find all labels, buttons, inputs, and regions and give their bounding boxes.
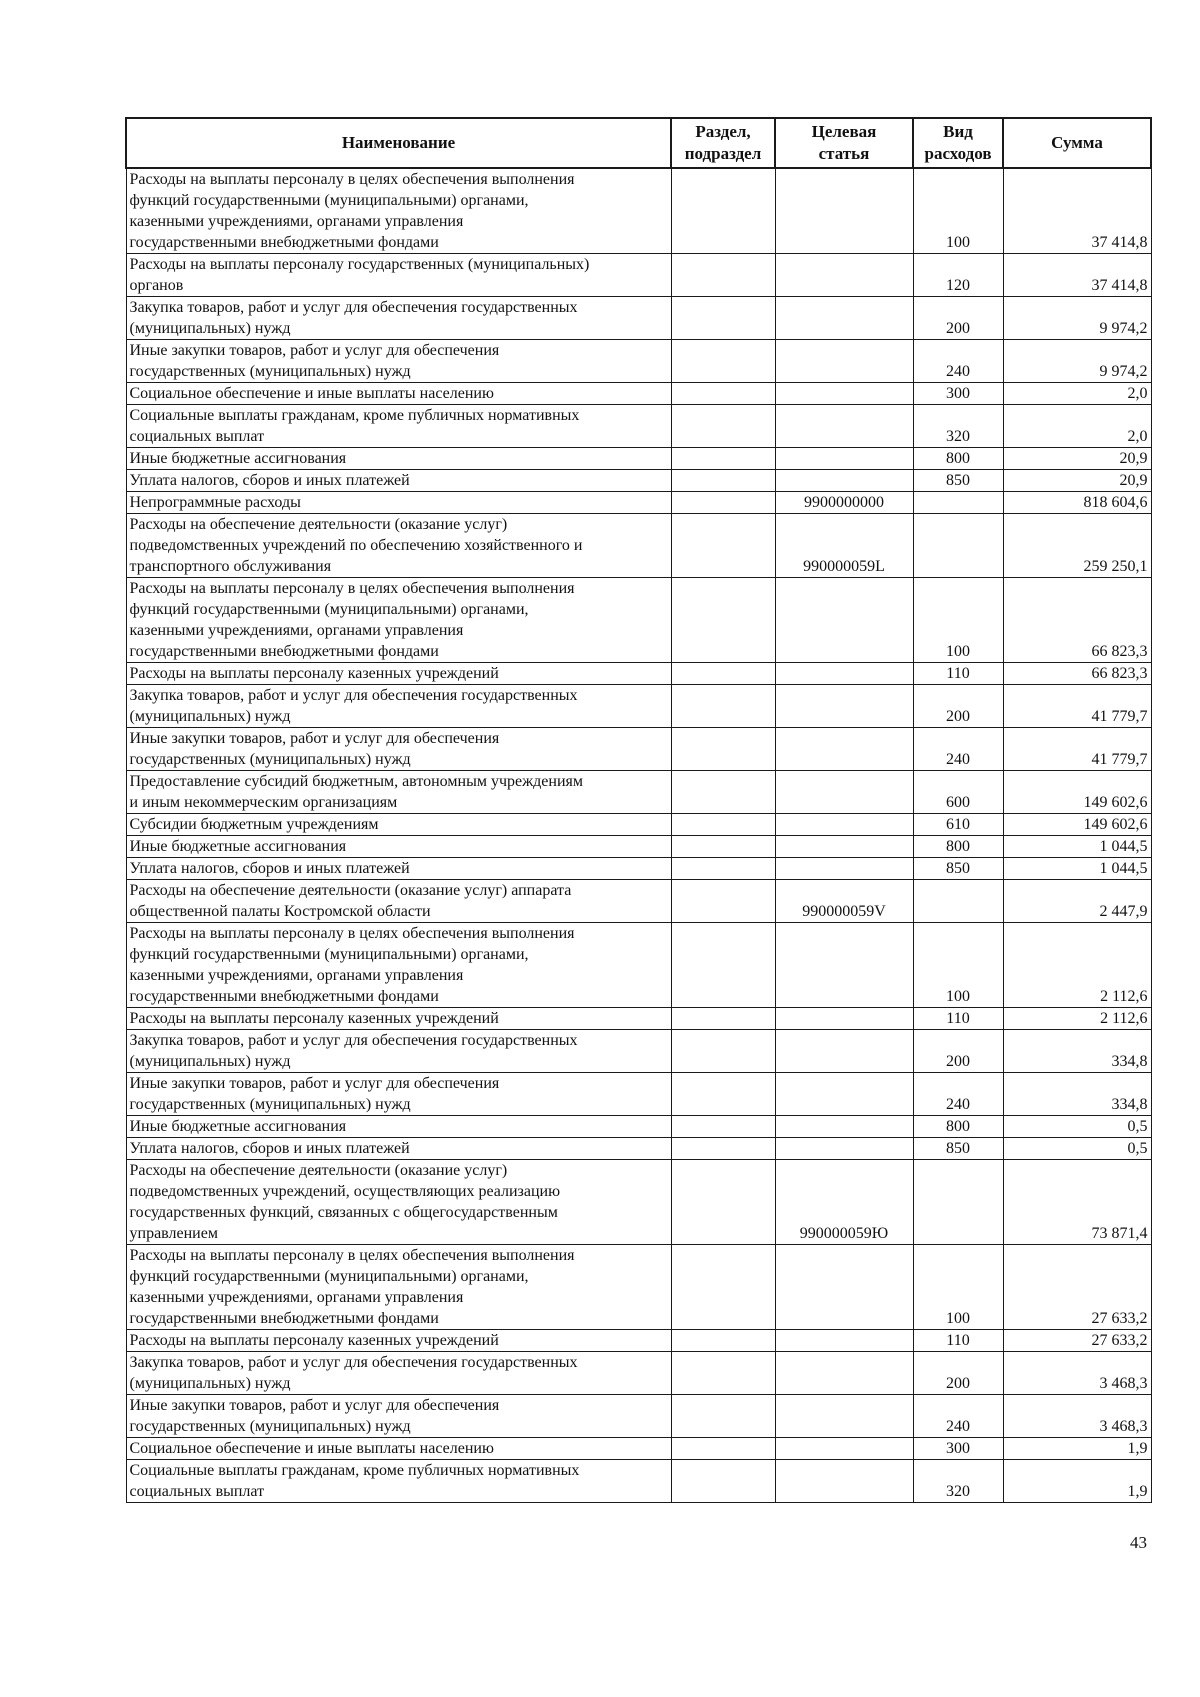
cell-section: [671, 1008, 775, 1030]
cell-sum: 37 414,8: [1003, 254, 1151, 297]
cell-name: Иные бюджетные ассигнования: [126, 448, 671, 470]
cell-section: [671, 1073, 775, 1116]
cell-name: Уплата налогов, сборов и иных платежей: [126, 1138, 671, 1160]
cell-section: [671, 448, 775, 470]
cell-sum: 66 823,3: [1003, 578, 1151, 663]
table-row: [126, 858, 1151, 880]
cell-sum: 66 823,3: [1003, 663, 1151, 685]
cell-sum: 3 468,3: [1003, 1395, 1151, 1438]
cell-name: Закупка товаров, работ и услуг для обеспечения государственных (муниципальных) нужд: [126, 297, 671, 340]
table-row: [126, 514, 1151, 578]
cell-kind: 800: [913, 836, 1003, 858]
cell-sum: 27 633,2: [1003, 1330, 1151, 1352]
cell-article: [775, 1116, 913, 1138]
cell-sum: 1,9: [1003, 1460, 1151, 1503]
budget-table: [125, 117, 1152, 1503]
cell-section: [671, 470, 775, 492]
cell-name: Расходы на обеспечение деятельности (оказание услуг) подведомственных учреждений по обеспечению хозяйственного и транспортного обслуживания: [126, 514, 671, 578]
header-sum: Сумма: [1003, 118, 1151, 168]
cell-sum: 2 112,6: [1003, 1008, 1151, 1030]
cell-sum: 0,5: [1003, 1138, 1151, 1160]
cell-name: Расходы на выплаты персоналу в целях обеспечения выполнения функций государственными (муниципальными) органами, казенными учреждениями, органами управления государственными внебюджетными фондами: [126, 1245, 671, 1330]
cell-article: 990000059Ю: [775, 1160, 913, 1245]
cell-article: [775, 578, 913, 663]
table-row: [126, 1073, 1151, 1116]
cell-section: [671, 405, 775, 448]
cell-name: Расходы на выплаты персоналу казенных учреждений: [126, 663, 671, 685]
table-row: [126, 1160, 1151, 1245]
cell-name: Иные закупки товаров, работ и услуг для обеспечения государственных (муниципальных) нужд: [126, 340, 671, 383]
cell-section: [671, 297, 775, 340]
cell-article: [775, 771, 913, 814]
cell-kind: 100: [913, 578, 1003, 663]
cell-section: [671, 254, 775, 297]
cell-kind: 320: [913, 1460, 1003, 1503]
table-row: [126, 880, 1151, 923]
cell-kind: 320: [913, 405, 1003, 448]
cell-article: [775, 858, 913, 880]
cell-section: [671, 340, 775, 383]
cell-name: Непрограммные расходы: [126, 492, 671, 514]
table-row: [126, 448, 1151, 470]
cell-article: [775, 1030, 913, 1073]
cell-article: [775, 405, 913, 448]
cell-article: 990000059L: [775, 514, 913, 578]
cell-kind: 240: [913, 1395, 1003, 1438]
table-row: [126, 340, 1151, 383]
table-row: [126, 254, 1151, 297]
cell-section: [671, 492, 775, 514]
table-row: [126, 685, 1151, 728]
cell-section: [671, 836, 775, 858]
cell-sum: 9 974,2: [1003, 340, 1151, 383]
table-row: [126, 814, 1151, 836]
cell-section: [671, 1330, 775, 1352]
table-row: [126, 1352, 1151, 1395]
cell-name: Иные закупки товаров, работ и услуг для обеспечения государственных (муниципальных) нужд: [126, 728, 671, 771]
cell-name: Иные бюджетные ассигнования: [126, 1116, 671, 1138]
cell-kind: 800: [913, 448, 1003, 470]
table-body: [126, 168, 1151, 1503]
cell-name: Расходы на обеспечение деятельности (оказание услуг) аппарата общественной палаты Костромской области: [126, 880, 671, 923]
cell-sum: 1 044,5: [1003, 836, 1151, 858]
cell-section: [671, 1460, 775, 1503]
table-row: [126, 168, 1151, 254]
cell-kind: 800: [913, 1116, 1003, 1138]
cell-article: [775, 254, 913, 297]
cell-kind: 200: [913, 1030, 1003, 1073]
cell-kind: 600: [913, 771, 1003, 814]
cell-article: [775, 1245, 913, 1330]
cell-sum: 259 250,1: [1003, 514, 1151, 578]
cell-kind: 100: [913, 168, 1003, 254]
cell-kind: 240: [913, 340, 1003, 383]
cell-kind: 300: [913, 383, 1003, 405]
cell-article: [775, 923, 913, 1008]
cell-article: [775, 685, 913, 728]
cell-section: [671, 514, 775, 578]
cell-article: [775, 1073, 913, 1116]
cell-sum: 27 633,2: [1003, 1245, 1151, 1330]
cell-article: [775, 814, 913, 836]
cell-sum: 41 779,7: [1003, 685, 1151, 728]
header-section: Раздел, подраздел: [671, 118, 775, 168]
table-row: [126, 728, 1151, 771]
cell-name: Иные закупки товаров, работ и услуг для обеспечения государственных (муниципальных) нужд: [126, 1073, 671, 1116]
cell-kind: 120: [913, 254, 1003, 297]
cell-name: Расходы на выплаты персоналу в целях обеспечения выполнения функций государственными (муниципальными) органами, казенными учреждениями, органами управления государственными внебюджетными фондами: [126, 168, 671, 254]
cell-sum: 1,9: [1003, 1438, 1151, 1460]
cell-section: [671, 383, 775, 405]
table-row: [126, 663, 1151, 685]
cell-kind: [913, 492, 1003, 514]
cell-kind: 200: [913, 1352, 1003, 1395]
table-row: [126, 297, 1151, 340]
cell-sum: 149 602,6: [1003, 814, 1151, 836]
cell-sum: 334,8: [1003, 1030, 1151, 1073]
cell-sum: 73 871,4: [1003, 1160, 1151, 1245]
cell-section: [671, 1245, 775, 1330]
cell-sum: 2,0: [1003, 405, 1151, 448]
cell-article: [775, 1008, 913, 1030]
cell-name: Субсидии бюджетным учреждениям: [126, 814, 671, 836]
cell-name: Социальные выплаты гражданам, кроме публичных нормативных социальных выплат: [126, 405, 671, 448]
cell-name: Закупка товаров, работ и услуг для обеспечения государственных (муниципальных) нужд: [126, 685, 671, 728]
cell-kind: 850: [913, 858, 1003, 880]
cell-section: [671, 771, 775, 814]
cell-section: [671, 923, 775, 1008]
header-article: Целевая статья: [775, 118, 913, 168]
cell-sum: 2 447,9: [1003, 880, 1151, 923]
cell-name: Социальное обеспечение и иные выплаты населению: [126, 1438, 671, 1460]
cell-article: [775, 1138, 913, 1160]
table-row: [126, 1008, 1151, 1030]
cell-sum: 2 112,6: [1003, 923, 1151, 1008]
cell-kind: [913, 880, 1003, 923]
table-row: [126, 1438, 1151, 1460]
table-row: [126, 836, 1151, 858]
table-row: [126, 578, 1151, 663]
table-header-row: [126, 118, 1151, 168]
cell-name: Расходы на выплаты персоналу государственных (муниципальных) органов: [126, 254, 671, 297]
cell-name: Предоставление субсидий бюджетным, автономным учреждениям и иным некоммерческим организациям: [126, 771, 671, 814]
cell-name: Социальные выплаты гражданам, кроме публичных нормативных социальных выплат: [126, 1460, 671, 1503]
cell-sum: 818 604,6: [1003, 492, 1151, 514]
table-row: [126, 771, 1151, 814]
cell-name: Закупка товаров, работ и услуг для обеспечения государственных (муниципальных) нужд: [126, 1352, 671, 1395]
cell-kind: 240: [913, 728, 1003, 771]
table-row: [126, 470, 1151, 492]
cell-kind: 100: [913, 1245, 1003, 1330]
cell-article: [775, 1460, 913, 1503]
cell-article: 990000059V: [775, 880, 913, 923]
cell-name: Уплата налогов, сборов и иных платежей: [126, 470, 671, 492]
cell-kind: 110: [913, 1330, 1003, 1352]
table-row: [126, 1116, 1151, 1138]
cell-name: Расходы на выплаты персоналу казенных учреждений: [126, 1330, 671, 1352]
cell-kind: 100: [913, 923, 1003, 1008]
cell-article: 9900000000: [775, 492, 913, 514]
cell-sum: 334,8: [1003, 1073, 1151, 1116]
cell-kind: 850: [913, 1138, 1003, 1160]
cell-kind: 200: [913, 685, 1003, 728]
cell-sum: 0,5: [1003, 1116, 1151, 1138]
cell-section: [671, 880, 775, 923]
cell-sum: 2,0: [1003, 383, 1151, 405]
cell-article: [775, 168, 913, 254]
cell-section: [671, 1138, 775, 1160]
cell-article: [775, 836, 913, 858]
cell-sum: 3 468,3: [1003, 1352, 1151, 1395]
cell-sum: 20,9: [1003, 470, 1151, 492]
cell-section: [671, 578, 775, 663]
cell-section: [671, 1160, 775, 1245]
table-row: [126, 1030, 1151, 1073]
cell-name: Закупка товаров, работ и услуг для обеспечения государственных (муниципальных) нужд: [126, 1030, 671, 1073]
cell-article: [775, 1352, 913, 1395]
cell-section: [671, 1030, 775, 1073]
cell-article: [775, 340, 913, 383]
cell-name: Расходы на обеспечение деятельности (оказание услуг) подведомственных учреждений, осуществляющих реализацию государственных функций, связанных с общегосударственным управлением: [126, 1160, 671, 1245]
cell-article: [775, 448, 913, 470]
cell-sum: 1 044,5: [1003, 858, 1151, 880]
cell-kind: 200: [913, 297, 1003, 340]
table-row: [126, 1395, 1151, 1438]
header-name: Наименование: [126, 118, 671, 168]
cell-name: Иные бюджетные ассигнования: [126, 836, 671, 858]
table-row: [126, 405, 1151, 448]
cell-section: [671, 168, 775, 254]
cell-article: [775, 297, 913, 340]
cell-section: [671, 814, 775, 836]
cell-kind: 300: [913, 1438, 1003, 1460]
table-row: [126, 923, 1151, 1008]
cell-kind: 110: [913, 663, 1003, 685]
cell-section: [671, 728, 775, 771]
table-row: [126, 492, 1151, 514]
cell-sum: 41 779,7: [1003, 728, 1151, 771]
cell-section: [671, 858, 775, 880]
cell-section: [671, 663, 775, 685]
header-kind: Вид расходов: [913, 118, 1003, 168]
cell-kind: 610: [913, 814, 1003, 836]
cell-name: Иные закупки товаров, работ и услуг для обеспечения государственных (муниципальных) нужд: [126, 1395, 671, 1438]
cell-article: [775, 663, 913, 685]
cell-sum: 20,9: [1003, 448, 1151, 470]
cell-kind: 240: [913, 1073, 1003, 1116]
cell-article: [775, 728, 913, 771]
cell-name: Социальное обеспечение и иные выплаты населению: [126, 383, 671, 405]
cell-article: [775, 383, 913, 405]
cell-kind: [913, 514, 1003, 578]
page-number: 43: [1130, 1533, 1147, 1552]
cell-article: [775, 1395, 913, 1438]
cell-name: Расходы на выплаты персоналу казенных учреждений: [126, 1008, 671, 1030]
cell-sum: 9 974,2: [1003, 297, 1151, 340]
cell-section: [671, 1116, 775, 1138]
cell-kind: 110: [913, 1008, 1003, 1030]
cell-article: [775, 1330, 913, 1352]
table-row: [126, 1245, 1151, 1330]
cell-section: [671, 685, 775, 728]
cell-name: Уплата налогов, сборов и иных платежей: [126, 858, 671, 880]
cell-section: [671, 1438, 775, 1460]
cell-article: [775, 1438, 913, 1460]
cell-sum: 149 602,6: [1003, 771, 1151, 814]
cell-kind: 850: [913, 470, 1003, 492]
cell-sum: 37 414,8: [1003, 168, 1151, 254]
table-row: [126, 383, 1151, 405]
cell-section: [671, 1395, 775, 1438]
table-row: [126, 1138, 1151, 1160]
cell-article: [775, 470, 913, 492]
cell-section: [671, 1352, 775, 1395]
table-row: [126, 1330, 1151, 1352]
cell-name: Расходы на выплаты персоналу в целях обеспечения выполнения функций государственными (муниципальными) органами, казенными учреждениями, органами управления государственными внебюджетными фондами: [126, 923, 671, 1008]
cell-kind: [913, 1160, 1003, 1245]
cell-name: Расходы на выплаты персоналу в целях обеспечения выполнения функций государственными (муниципальными) органами, казенными учреждениями, органами управления государственными внебюджетными фондами: [126, 578, 671, 663]
table-row: [126, 1460, 1151, 1503]
